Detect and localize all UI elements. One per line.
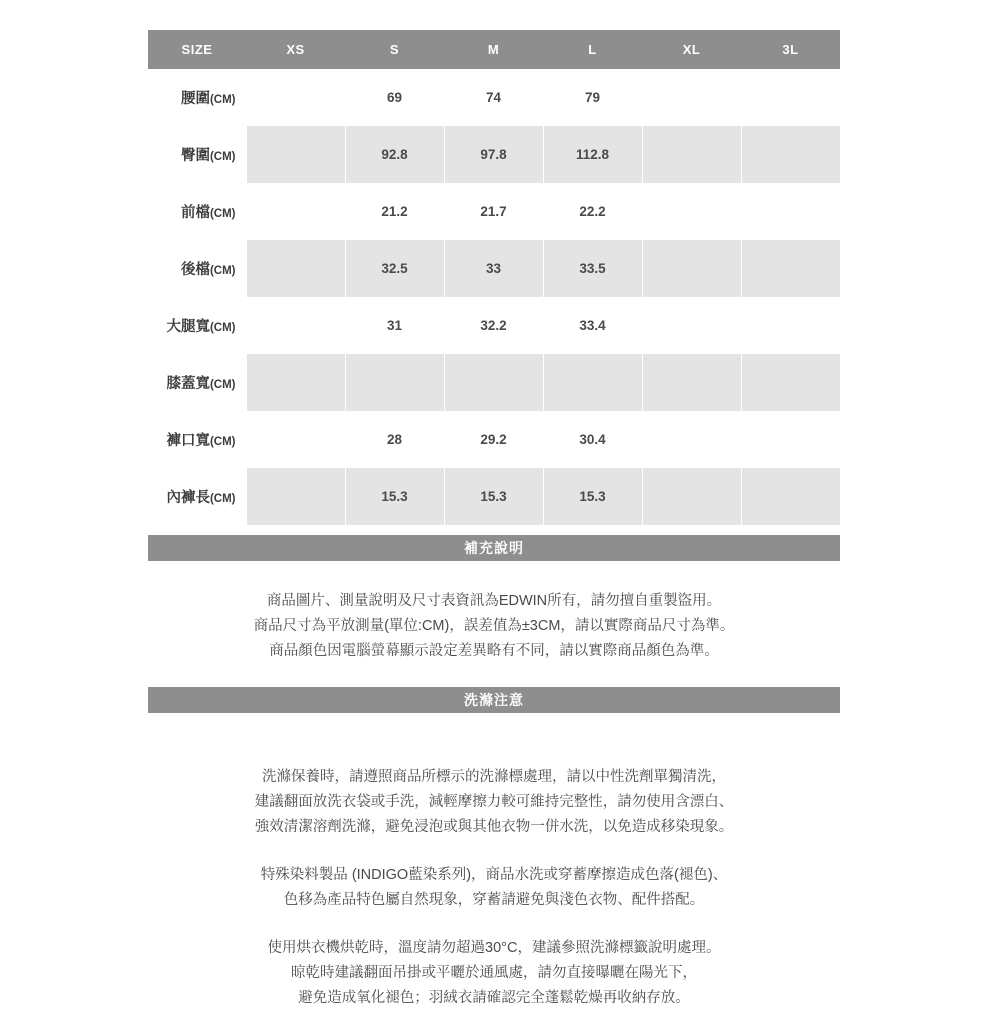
row-label [148, 183, 246, 240]
cell-s [345, 354, 444, 411]
table-row [148, 126, 840, 183]
row-label-unit: (CM) [209, 151, 236, 163]
wash-line: 特殊染料製品 (INDIGO藍染系列)，商品水洗或穿蓄摩擦造成色落(褪色)、 [260, 867, 728, 883]
cell-xs [246, 468, 345, 525]
cell-m: 33 [444, 240, 543, 297]
cell-l [543, 354, 642, 411]
wash-line: 晾乾時建議翻面吊掛或平曬於通風處，請勿直接曝曬在陽光下， [291, 965, 697, 981]
cell-m: 32.2 [444, 297, 543, 354]
size-table [148, 30, 841, 525]
cell-xs [246, 126, 345, 183]
cell-m: 97.8 [444, 126, 543, 183]
row-label [148, 468, 246, 525]
cell-3l [741, 468, 840, 525]
note-line: 商品顏色因電腦螢幕顯示設定差異略有不同，請以實際商品顏色為準。 [269, 643, 719, 659]
cell-m: 74 [444, 69, 543, 126]
note-section-body [148, 589, 840, 664]
header-cell-s: S [345, 30, 444, 69]
cell-xl [642, 240, 741, 297]
table-row [148, 183, 840, 240]
header-cell-xl: XL [642, 30, 741, 69]
row-label-text: 內褲長 [166, 490, 210, 506]
table-row [148, 468, 840, 525]
cell-3l [741, 411, 840, 468]
wash-line: 色移為產品特色屬自然現象，穿蓄請避免與淺色衣物、配件搭配。 [283, 892, 705, 908]
header-cell-xs: XS [246, 30, 345, 69]
row-label-unit: (CM) [209, 493, 236, 505]
table-header-row [148, 30, 840, 69]
cell-l: 33.4 [543, 297, 642, 354]
cell-xs [246, 411, 345, 468]
cell-l: 79 [543, 69, 642, 126]
wash-line: 避免造成氧化褪色；羽絨衣請確認完全蓬鬆乾燥再收納存放。 [298, 990, 690, 1006]
cell-xs [246, 183, 345, 240]
row-label [148, 69, 246, 126]
table-row [148, 411, 840, 468]
size-table-body [148, 69, 840, 525]
cell-xl [642, 411, 741, 468]
wash-line: 強效清潔溶劑洗滌，避免浸泡或與其他衣物一併水洗，以免造成移染現象。 [254, 819, 734, 835]
wash-section-title: 洗滌注意 [148, 687, 840, 713]
cell-xs [246, 354, 345, 411]
cell-l: 15.3 [543, 468, 642, 525]
table-row [148, 240, 840, 297]
note-line: 商品圖片、測量說明及尺寸表資訊為EDWIN所有，請勿擅自重製盜用。 [266, 593, 722, 609]
cell-s: 28 [345, 411, 444, 468]
row-label-unit: (CM) [209, 436, 236, 448]
table-row [148, 297, 840, 354]
row-label [148, 354, 246, 411]
cell-s: 21.2 [345, 183, 444, 240]
cell-m: 21.7 [444, 183, 543, 240]
header-cell-l: L [543, 30, 642, 69]
cell-s: 32.5 [345, 240, 444, 297]
cell-3l [741, 297, 840, 354]
row-label-unit: (CM) [209, 94, 236, 106]
row-label-text: 腰圍 [180, 91, 210, 107]
cell-3l [741, 69, 840, 126]
row-label-text: 膝蓋寬 [166, 376, 210, 392]
cell-xs [246, 240, 345, 297]
cell-l: 33.5 [543, 240, 642, 297]
table-row [148, 354, 840, 411]
cell-l: 112.8 [543, 126, 642, 183]
row-label-text: 前檔 [180, 205, 210, 221]
cell-l: 30.4 [543, 411, 642, 468]
row-label-text: 臀圍 [180, 148, 210, 164]
cell-m: 15.3 [444, 468, 543, 525]
row-label-text: 褲口寬 [166, 433, 210, 449]
row-label [148, 411, 246, 468]
cell-3l [741, 183, 840, 240]
cell-xl [642, 297, 741, 354]
wash-line: 建議翻面放洗衣袋或手洗，減輕摩擦力較可維持完整性，請勿使用含漂白、 [254, 794, 734, 810]
row-label-text: 後檔 [180, 262, 210, 278]
wash-line: 洗滌保養時，請遵照商品所標示的洗滌標處理，請以中性洗劑單獨清洗， [262, 769, 726, 785]
row-label [148, 297, 246, 354]
cell-xl [642, 69, 741, 126]
row-label-unit: (CM) [209, 322, 236, 334]
cell-m [444, 354, 543, 411]
note-line: 商品尺寸為平放測量(單位:CM)，誤差值為±3CM，請以實際商品尺寸為準。 [253, 618, 735, 634]
table-row [148, 69, 840, 126]
cell-xl [642, 354, 741, 411]
note-section-title: 補充說明 [148, 535, 840, 561]
row-label [148, 240, 246, 297]
row-label-unit: (CM) [209, 379, 236, 391]
cell-xs [246, 297, 345, 354]
wash-section-body [148, 765, 840, 1011]
cell-xl [642, 468, 741, 525]
cell-s: 69 [345, 69, 444, 126]
cell-s: 31 [345, 297, 444, 354]
row-label [148, 126, 246, 183]
cell-3l [741, 354, 840, 411]
cell-xs [246, 69, 345, 126]
header-cell-size: SIZE [148, 30, 246, 69]
row-label-text: 大腿寬 [166, 319, 210, 335]
row-label-unit: (CM) [209, 265, 236, 277]
header-cell-3l: 3L [741, 30, 840, 69]
cell-s: 15.3 [345, 468, 444, 525]
wash-line: 使用烘衣機烘乾時，溫度請勿超過30°C，建議參照洗滌標籤說明處理。 [267, 940, 721, 956]
cell-xl [642, 183, 741, 240]
size-table-head [148, 30, 840, 69]
row-label-unit: (CM) [209, 208, 236, 220]
cell-s: 92.8 [345, 126, 444, 183]
cell-xl [642, 126, 741, 183]
cell-l: 22.2 [543, 183, 642, 240]
cell-m: 29.2 [444, 411, 543, 468]
cell-3l [741, 240, 840, 297]
header-cell-m: M [444, 30, 543, 69]
cell-3l [741, 126, 840, 183]
